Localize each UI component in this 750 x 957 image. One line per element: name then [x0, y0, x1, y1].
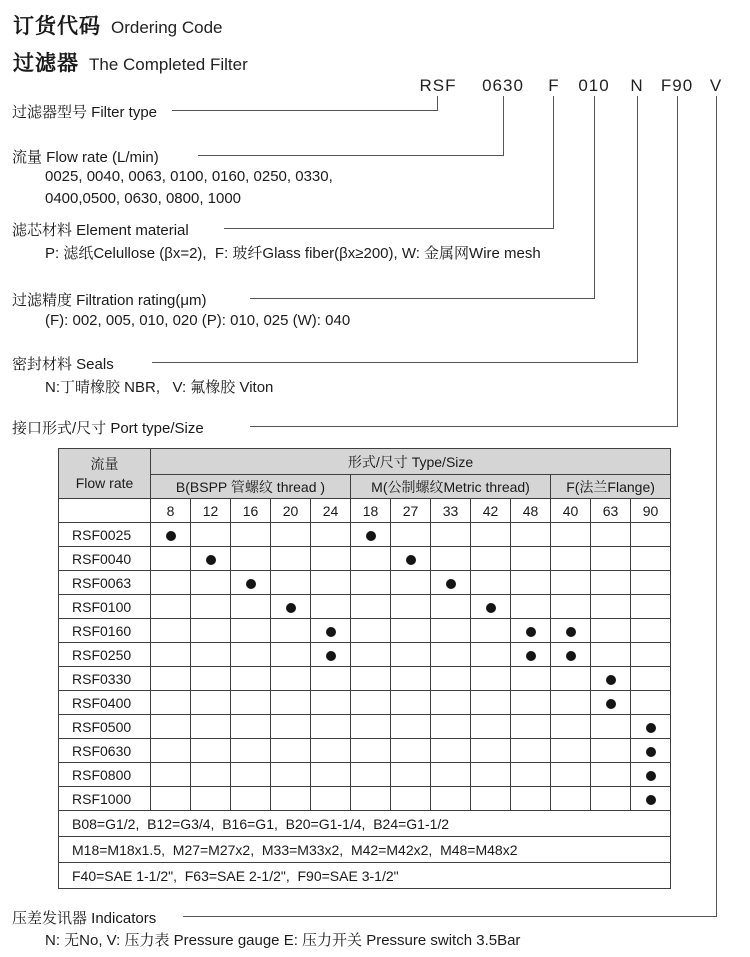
model-cell: RSF0025 [59, 523, 151, 547]
page-title [13, 10, 223, 40]
availability-cell [471, 523, 511, 547]
subtitle-en: The Completed Filter [89, 55, 248, 74]
availability-cell [431, 643, 471, 667]
availability-cell [231, 619, 271, 643]
availability-cell [191, 739, 231, 763]
table-row [59, 787, 671, 811]
availability-cell [311, 619, 351, 643]
availability-dot-icon [366, 531, 376, 541]
code-segment-flow: 0630 [482, 76, 524, 95]
availability-cell [511, 643, 551, 667]
connector-filter-type-h [172, 110, 438, 111]
availability-dot-icon [206, 555, 216, 565]
availability-cell [231, 787, 271, 811]
availability-cell [391, 595, 431, 619]
availability-dot-icon [246, 579, 256, 589]
availability-cell [471, 667, 511, 691]
availability-cell [631, 643, 671, 667]
spec-seals-label: 密封材料 Seals [12, 356, 114, 373]
size-header-cell: 63 [591, 499, 631, 523]
availability-cell [551, 595, 591, 619]
availability-cell [351, 763, 391, 787]
size-header-cell: 40 [551, 499, 591, 523]
table-header-row-groups [59, 475, 671, 499]
footnote-flange: F40=SAE 1-1/2", F63=SAE 2-1/2", F90=SAE 3-1/2" [59, 863, 671, 889]
availability-cell [311, 715, 351, 739]
size-header-cell: 90 [631, 499, 671, 523]
size-header-cell: 20 [271, 499, 311, 523]
availability-cell [431, 595, 471, 619]
availability-cell [471, 619, 511, 643]
model-cell: RSF0800 [59, 763, 151, 787]
availability-cell [271, 739, 311, 763]
availability-cell [591, 643, 631, 667]
availability-cell [391, 763, 431, 787]
availability-cell [151, 619, 191, 643]
availability-body [59, 523, 671, 811]
model-cell: RSF0100 [59, 595, 151, 619]
availability-cell [591, 571, 631, 595]
availability-cell [151, 787, 191, 811]
availability-cell [471, 595, 511, 619]
availability-cell [511, 739, 551, 763]
table-row [59, 667, 671, 691]
availability-cell [511, 571, 551, 595]
model-cell: RSF0500 [59, 715, 151, 739]
connector-indicators-v [716, 96, 717, 917]
availability-cell [631, 595, 671, 619]
size-header-cell: 8 [151, 499, 191, 523]
availability-cell [551, 667, 591, 691]
availability-cell [391, 715, 431, 739]
code-segment-seal: N [630, 76, 644, 95]
availability-cell [551, 571, 591, 595]
availability-cell [431, 571, 471, 595]
availability-cell [311, 667, 351, 691]
flow-rate-header-en: Flow rate [75, 474, 134, 491]
page-subtitle [13, 47, 248, 77]
availability-cell [551, 787, 591, 811]
availability-dot-icon [646, 747, 656, 757]
footnote-row-flange [59, 863, 671, 889]
availability-cell [311, 595, 351, 619]
availability-cell [311, 787, 351, 811]
spec-indicators-values: N: 无No, V: 压力表 Pressure gauge E: 压力开关 Pressure switch 3.5Bar [45, 932, 521, 949]
availability-cell [191, 715, 231, 739]
availability-cell [511, 547, 551, 571]
availability-cell [231, 667, 271, 691]
availability-cell [631, 763, 671, 787]
size-header-cell: 42 [471, 499, 511, 523]
availability-cell [151, 763, 191, 787]
availability-cell [511, 763, 551, 787]
availability-cell [431, 715, 471, 739]
availability-dot-icon [566, 627, 576, 637]
port-size-table [58, 448, 671, 889]
spec-indicators-label: 压差发讯器 Indicators [12, 910, 157, 927]
availability-cell [391, 619, 431, 643]
availability-cell [151, 547, 191, 571]
availability-cell [511, 715, 551, 739]
subtitle-zh: 过滤器 [13, 52, 79, 75]
availability-cell [471, 715, 511, 739]
availability-dot-icon [526, 651, 536, 661]
availability-cell [271, 715, 311, 739]
connector-filtration-rating-v [594, 96, 595, 299]
availability-cell [271, 787, 311, 811]
availability-cell [551, 715, 591, 739]
availability-cell [431, 691, 471, 715]
table-row [59, 715, 671, 739]
availability-cell [591, 763, 631, 787]
availability-cell [511, 595, 551, 619]
size-header-cell: 27 [391, 499, 431, 523]
availability-cell [551, 523, 591, 547]
availability-cell [551, 763, 591, 787]
availability-cell [231, 715, 271, 739]
availability-cell [431, 619, 471, 643]
availability-cell [351, 643, 391, 667]
availability-cell [471, 739, 511, 763]
model-cell: RSF0250 [59, 643, 151, 667]
model-cell: RSF0330 [59, 667, 151, 691]
availability-cell [551, 619, 591, 643]
availability-cell [231, 691, 271, 715]
availability-cell [511, 691, 551, 715]
availability-table [58, 448, 671, 889]
availability-cell [311, 763, 351, 787]
availability-cell [191, 643, 231, 667]
availability-cell [631, 691, 671, 715]
availability-dot-icon [646, 771, 656, 781]
availability-cell [431, 787, 471, 811]
availability-cell [191, 547, 231, 571]
availability-dot-icon [606, 699, 616, 709]
availability-cell [591, 739, 631, 763]
availability-cell [631, 547, 671, 571]
availability-cell [391, 523, 431, 547]
availability-dot-icon [326, 651, 336, 661]
size-header-cell: 18 [351, 499, 391, 523]
availability-cell [271, 643, 311, 667]
availability-cell [391, 667, 431, 691]
availability-cell [351, 739, 391, 763]
model-cell: RSF0630 [59, 739, 151, 763]
availability-cell [191, 595, 231, 619]
connector-flow-rate-v [503, 96, 504, 156]
availability-dot-icon [166, 531, 176, 541]
availability-cell [431, 523, 471, 547]
availability-cell [311, 739, 351, 763]
connector-filter-type-v [437, 96, 438, 111]
availability-cell [311, 547, 351, 571]
availability-cell [151, 571, 191, 595]
availability-cell [351, 787, 391, 811]
size-header-cell: 16 [231, 499, 271, 523]
availability-cell [271, 667, 311, 691]
availability-cell [151, 739, 191, 763]
availability-dot-icon [526, 627, 536, 637]
availability-cell [191, 787, 231, 811]
availability-cell [351, 571, 391, 595]
model-cell: RSF0063 [59, 571, 151, 595]
availability-cell [231, 571, 271, 595]
connector-seals-h [152, 362, 638, 363]
connector-seals-v [637, 96, 638, 363]
availability-cell [351, 715, 391, 739]
table-row [59, 619, 671, 643]
availability-dot-icon [446, 579, 456, 589]
availability-cell [191, 763, 231, 787]
connector-indicators-h [183, 916, 717, 917]
availability-cell [151, 667, 191, 691]
availability-cell [231, 547, 271, 571]
availability-cell [551, 691, 591, 715]
availability-cell [551, 643, 591, 667]
availability-cell [231, 739, 271, 763]
model-cell: RSF0040 [59, 547, 151, 571]
availability-cell [431, 763, 471, 787]
spec-flow-rate-values-1: 0025, 0040, 0063, 0100, 0160, 0250, 0330, [45, 168, 333, 185]
availability-cell [591, 691, 631, 715]
availability-cell [471, 763, 511, 787]
availability-cell [631, 523, 671, 547]
size-header-cell: 24 [311, 499, 351, 523]
title-zh: 订货代码 [13, 15, 101, 38]
availability-cell [591, 523, 631, 547]
availability-cell [271, 571, 311, 595]
availability-cell [471, 643, 511, 667]
sizes-row [59, 499, 671, 523]
availability-cell [231, 523, 271, 547]
size-header-cell: 33 [431, 499, 471, 523]
availability-cell [631, 787, 671, 811]
availability-cell [271, 523, 311, 547]
availability-cell [311, 523, 351, 547]
availability-cell [151, 715, 191, 739]
availability-cell [471, 571, 511, 595]
availability-cell [351, 691, 391, 715]
availability-cell [631, 739, 671, 763]
code-segment-indicator: V [709, 76, 723, 95]
connector-port-v [677, 96, 678, 427]
type-size-header: 形式/尺寸 Type/Size [151, 449, 671, 475]
table-row [59, 571, 671, 595]
availability-cell [391, 571, 431, 595]
spec-filtration-rating-label: 过滤精度 Filtration rating(μm) [12, 292, 207, 309]
availability-cell [591, 667, 631, 691]
title-en: Ordering Code [111, 18, 223, 37]
availability-cell [551, 547, 591, 571]
availability-cell [551, 739, 591, 763]
availability-cell [511, 523, 551, 547]
connector-flow-rate-h [198, 155, 504, 156]
availability-cell [511, 787, 551, 811]
availability-cell [191, 667, 231, 691]
availability-cell [351, 547, 391, 571]
availability-cell [191, 691, 231, 715]
footnote-row-metric [59, 837, 671, 863]
availability-dot-icon [406, 555, 416, 565]
availability-cell [351, 667, 391, 691]
table-row [59, 739, 671, 763]
spec-filtration-rating-values: (F): 002, 005, 010, 020 (P): 010, 025 (W): 040 [45, 312, 351, 329]
availability-cell [471, 787, 511, 811]
connector-filtration-rating-h [250, 298, 595, 299]
availability-cell [591, 715, 631, 739]
flow-rate-column-header [59, 449, 151, 499]
spec-element-material-label: 滤芯材料 Element material [12, 222, 189, 239]
availability-dot-icon [646, 723, 656, 733]
spec-element-material-values: P: 滤纸Celullose (βx=2), F: 玻纤Glass fiber(βx≥200), W: 金属网Wire mesh [45, 245, 541, 262]
spec-flow-rate-values-2: 0400,0500, 0630, 0800, 1000 [45, 190, 242, 207]
spec-flow-rate-label: 流量 Flow rate (L/min) [12, 149, 159, 166]
availability-cell [231, 763, 271, 787]
availability-cell [191, 619, 231, 643]
model-cell: RSF0400 [59, 691, 151, 715]
availability-cell [391, 739, 431, 763]
availability-cell [351, 595, 391, 619]
availability-cell [591, 595, 631, 619]
availability-cell [591, 547, 631, 571]
spec-filter-type-label: 过滤器型号 Filter type [12, 104, 158, 121]
availability-dot-icon [286, 603, 296, 613]
code-segment-port: F90 [660, 76, 694, 95]
availability-cell [311, 691, 351, 715]
availability-dot-icon [566, 651, 576, 661]
availability-cell [151, 595, 191, 619]
availability-cell [271, 691, 311, 715]
code-segment-material: F [548, 76, 560, 95]
availability-cell [231, 595, 271, 619]
table-row [59, 595, 671, 619]
group-flange-header: F(法兰Flange) [551, 475, 671, 499]
availability-cell [191, 571, 231, 595]
availability-cell [591, 619, 631, 643]
footnote-row-bspp [59, 811, 671, 837]
availability-cell [271, 619, 311, 643]
availability-dot-icon [606, 675, 616, 685]
footnote-metric: M18=M18x1.5, M27=M27x2, M33=M33x2, M42=M42x2, M48=M48x2 [59, 837, 671, 863]
model-cell: RSF1000 [59, 787, 151, 811]
availability-cell [391, 643, 431, 667]
availability-cell [511, 667, 551, 691]
availability-cell [631, 667, 671, 691]
availability-cell [191, 523, 231, 547]
availability-cell [351, 523, 391, 547]
flow-rate-header-zh: 流量 [90, 455, 119, 472]
availability-cell [351, 619, 391, 643]
availability-cell [151, 691, 191, 715]
availability-cell [431, 547, 471, 571]
availability-cell [471, 691, 511, 715]
table-header-row-main [59, 449, 671, 475]
availability-cell [631, 619, 671, 643]
code-segment-series: RSF [419, 76, 457, 95]
availability-cell [591, 787, 631, 811]
connector-port-h [250, 426, 678, 427]
footnote-bspp: B08=G1/2, B12=G3/4, B16=G1, B20=G1-1/4, B24=G1-1/2 [59, 811, 671, 837]
availability-dot-icon [646, 795, 656, 805]
group-metric-header: M(公制螺纹Metric thread) [351, 475, 551, 499]
availability-cell [471, 547, 511, 571]
size-header-cell: 48 [511, 499, 551, 523]
availability-dot-icon [486, 603, 496, 613]
availability-cell [271, 595, 311, 619]
availability-cell [271, 547, 311, 571]
availability-cell [311, 571, 351, 595]
model-cell: RSF0160 [59, 619, 151, 643]
size-header-cell: 12 [191, 499, 231, 523]
availability-cell [311, 643, 351, 667]
connector-element-material-h [224, 228, 554, 229]
availability-cell [391, 691, 431, 715]
availability-cell [631, 715, 671, 739]
corner-cell [59, 499, 151, 523]
availability-cell [431, 667, 471, 691]
availability-cell [391, 547, 431, 571]
availability-cell [151, 643, 191, 667]
availability-dot-icon [326, 627, 336, 637]
table-row [59, 691, 671, 715]
group-bspp-header: B(BSPP 管螺纹 thread ) [151, 475, 351, 499]
table-row [59, 547, 671, 571]
code-segment-rating: 010 [578, 76, 610, 95]
availability-cell [631, 571, 671, 595]
table-row [59, 643, 671, 667]
availability-cell [511, 619, 551, 643]
spec-port-label: 接口形式/尺寸 Port type/Size [12, 420, 204, 437]
table-row [59, 523, 671, 547]
availability-cell [271, 763, 311, 787]
table-row [59, 763, 671, 787]
availability-cell [151, 523, 191, 547]
spec-seals-values: N:丁晴橡胶 NBR, V: 氟橡胶 Viton [45, 379, 274, 396]
availability-cell [231, 643, 271, 667]
availability-cell [431, 739, 471, 763]
availability-cell [391, 787, 431, 811]
connector-element-material-v [553, 96, 554, 229]
